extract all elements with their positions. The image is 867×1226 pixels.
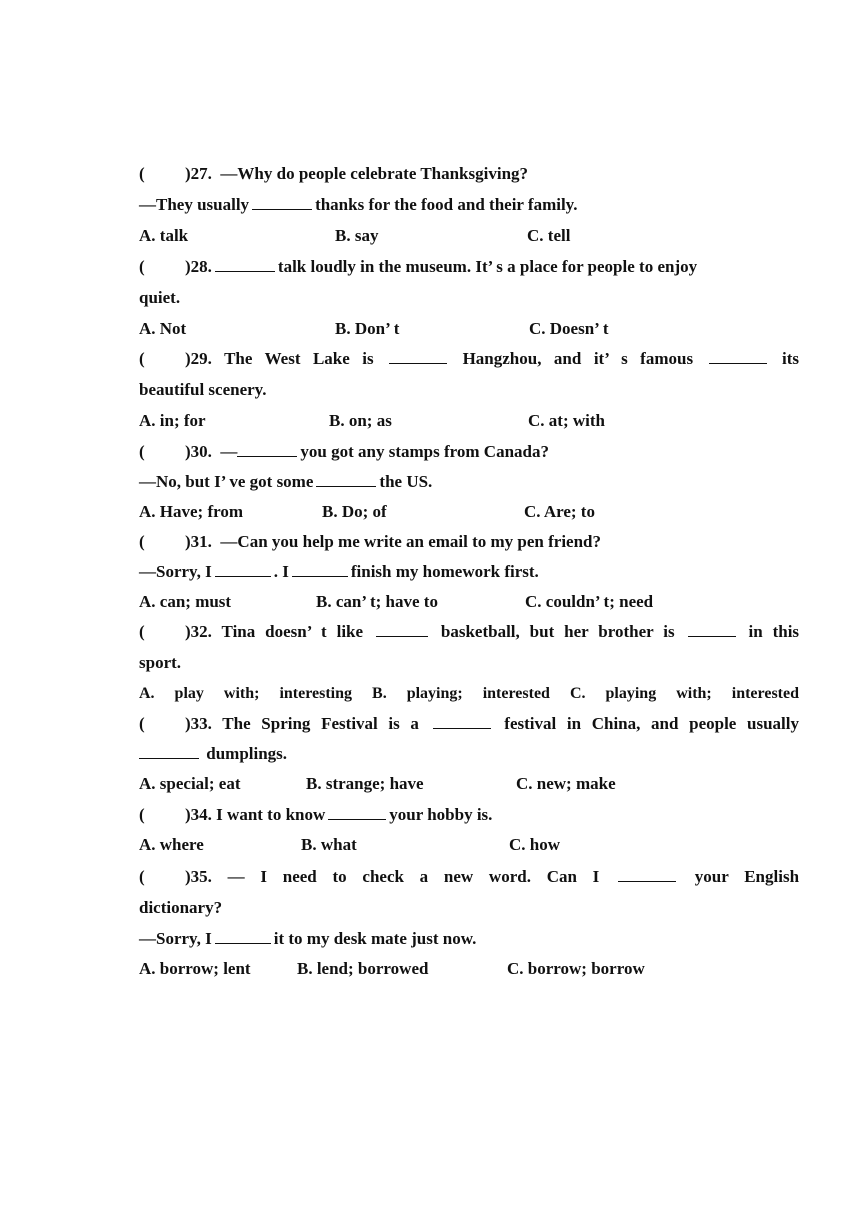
question-29-stem: ( )29. The West Lake is Hangzhou, and it’ s famous its — [139, 349, 800, 368]
answer-paren: ( — [139, 805, 145, 824]
option-c: C. new; make — [516, 774, 616, 793]
option-c: C. couldn’ t; need — [525, 592, 654, 611]
option-b: B. what — [301, 835, 357, 854]
question-32-stem: ( )32. Tina doesn’ t like basketball, but her brother is in this — [139, 622, 800, 641]
question-28-continued: quiet. — [139, 288, 181, 307]
option-b: B. say — [335, 226, 379, 245]
question-28-stem: ( )28. talk loudly in the museum. It’ s a place for people to enjoy — [139, 257, 698, 276]
option-c: C. playing with; interested — [569, 685, 799, 702]
answer-blank — [618, 866, 676, 882]
question-35-line2: —Sorry, I it to my desk mate just now. — [139, 929, 477, 948]
answer-blank — [215, 928, 271, 944]
option-a: A. Have; from — [139, 502, 244, 521]
answer-blank — [316, 471, 376, 487]
option-c: C. borrow; borrow — [507, 959, 645, 978]
question-29-continued: beautiful scenery. — [139, 380, 267, 399]
answer-blank — [709, 348, 767, 364]
option-c: C. Doesn’ t — [529, 319, 609, 338]
option-a: A. special; eat — [139, 774, 241, 793]
answer-blank — [215, 256, 275, 272]
option-a: A. can; must — [139, 592, 232, 611]
question-27-stem: ( )27. —Why do people celebrate Thanksgiving? — [139, 164, 529, 183]
option-b: B. Don’ t — [335, 319, 400, 338]
answer-paren: ( — [139, 714, 145, 733]
answer-blank — [688, 621, 736, 637]
answer-blank — [433, 713, 491, 729]
answer-paren: ( — [139, 257, 145, 276]
answer-paren: ( — [139, 442, 145, 461]
answer-blank — [215, 561, 271, 577]
question-33-stem: ( )33. The Spring Festival is a festival in China, and people usually — [139, 714, 799, 733]
answer-paren: ( — [139, 164, 145, 183]
answer-blank — [139, 743, 199, 759]
question-31-line2: —Sorry, I . I finish my homework first. — [139, 562, 539, 581]
question-31-stem: ( )31. —Can you help me write an email to my pen friend? — [139, 532, 602, 551]
question-32-continued: sport. — [139, 653, 182, 672]
option-b: B. on; as — [329, 411, 392, 430]
option-a: A. where — [139, 835, 204, 854]
answer-paren: ( — [139, 349, 145, 368]
option-a: A. in; for — [139, 411, 206, 430]
question-34-stem: ( )34. I want to know your hobby is. — [139, 805, 493, 824]
option-b: B. can’ t; have to — [316, 592, 438, 611]
option-a: A. borrow; lent — [139, 959, 251, 978]
question-27-line2: —They usually thanks for the food and their family. — [139, 195, 578, 214]
option-a: A. talk — [139, 226, 189, 245]
option-b: B. Do; of — [322, 502, 387, 521]
answer-blank — [252, 194, 312, 210]
option-c: C. tell — [527, 226, 571, 245]
question-32-options — [139, 683, 799, 705]
option-c: C. Are; to — [524, 502, 595, 521]
option-a: A. Not — [139, 319, 187, 338]
answer-paren: ( — [139, 532, 145, 551]
option-c: C. at; with — [528, 411, 605, 430]
answer-blank — [237, 441, 297, 457]
question-30-line2: —No, but I’ ve got some the US. — [139, 472, 433, 491]
option-c: C. how — [509, 835, 561, 854]
answer-blank — [376, 621, 428, 637]
answer-blank — [389, 348, 447, 364]
question-33-continued: dumplings. — [139, 743, 799, 765]
answer-paren: ( — [139, 867, 145, 886]
answer-paren: ( — [139, 622, 145, 641]
option-b: B. lend; borrowed — [297, 959, 429, 978]
answer-blank — [328, 804, 386, 820]
option-b: B. strange; have — [306, 774, 424, 793]
question-35-continued: dictionary? — [139, 898, 223, 917]
option-b: B. playing; interested — [372, 685, 550, 702]
question-35-stem: ( )35. — I need to check a new word. Can I your English — [139, 867, 800, 886]
question-30-stem: ( )30. — you got any stamps from Canada? — [139, 442, 549, 461]
answer-blank — [292, 561, 348, 577]
option-a: A. play with; interesting — [139, 685, 353, 702]
